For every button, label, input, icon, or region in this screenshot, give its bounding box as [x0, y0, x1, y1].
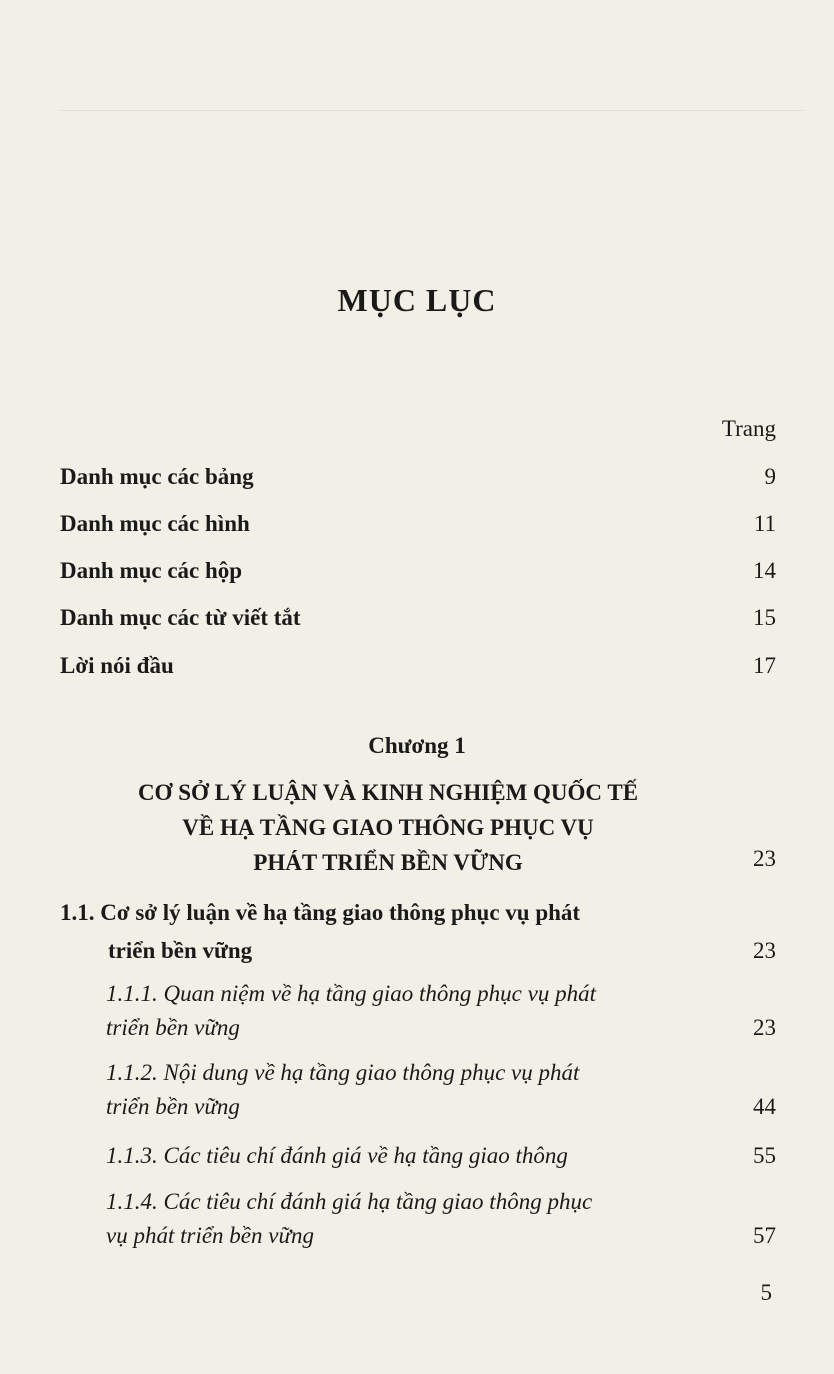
toc-subsection-line: 1.1.1. Quan niệm về hạ tầng giao thông phục vụ phát [106, 981, 596, 1006]
toc-section-label [60, 894, 776, 970]
toc-subsection-page: 23 [753, 1015, 776, 1040]
toc-subsection [60, 1185, 776, 1253]
toc-subsection-label [60, 1139, 776, 1173]
toc-entry [60, 461, 776, 492]
toc-section-line: 1.1. Cơ sở lý luận về hạ tầng giao thông phục vụ phát [60, 900, 581, 925]
toc-subsection-page: 57 [753, 1223, 776, 1248]
toc-entry-page: 17 [753, 653, 776, 678]
toc-entry-label: Danh mục các hình [60, 511, 250, 536]
toc-entry-label: Danh mục các hộp [60, 558, 243, 583]
toc-subsection [60, 977, 776, 1045]
toc-entry-page: 15 [753, 605, 776, 630]
chapter-title-line: CƠ SỞ LÝ LUẬN VÀ KINH NGHIỆM QUỐC TẾ [137, 780, 639, 805]
page-folio: 5 [760, 1280, 772, 1305]
toc-entry [60, 508, 776, 539]
toc-entry [60, 555, 776, 586]
toc-subsection-line: 1.1.4. Các tiêu chí đánh giá hạ tầng giao thông phục [106, 1189, 593, 1214]
chapter-page: 23 [753, 846, 776, 871]
toc-subsection-line: 1.1.3. Các tiêu chí đánh giá về hạ tầng giao thông [106, 1143, 568, 1168]
toc-entry-page: 9 [764, 464, 776, 489]
toc-entry-page: 14 [753, 558, 776, 583]
toc-subsection-line: triển bền vững [106, 1094, 240, 1119]
toc-section [60, 894, 776, 970]
toc-title: MỤC LỤC [337, 282, 497, 318]
page-column-header: Trang [721, 416, 776, 441]
chapter-heading: Chương 1 [368, 733, 466, 758]
toc-entry [60, 602, 776, 633]
chapter-title-line: VỀ HẠ TẦNG GIAO THÔNG PHỤC VỤ [182, 815, 594, 840]
toc-subsection-label [60, 1185, 776, 1253]
chapter-title-line: PHÁT TRIỂN BỀN VỮNG [253, 850, 523, 875]
toc-subsection [60, 1056, 776, 1124]
toc-entry-label: Lời nói đầu [60, 653, 174, 678]
toc-subsection-line: 1.1.2. Nội dung về hạ tầng giao thông phục vụ phát [106, 1060, 580, 1085]
toc-section-line: triển bền vững [108, 938, 253, 963]
toc-section-page: 23 [753, 938, 776, 963]
bleed-through-header [60, 70, 804, 111]
toc-subsection [60, 1139, 776, 1173]
toc-entry-page: 11 [753, 511, 776, 536]
toc-entry [60, 650, 776, 681]
toc-subsection-page: 55 [753, 1143, 776, 1168]
toc-entry-label: Danh mục các bảng [60, 464, 254, 489]
toc-subsection-label [60, 977, 776, 1045]
toc-subsection-line: triển bền vững [106, 1015, 240, 1040]
chapter-title [60, 775, 716, 880]
toc-subsection-line: vụ phát triển bền vững [106, 1223, 314, 1248]
toc-entry-label: Danh mục các từ viết tắt [60, 605, 301, 630]
toc-subsection-page: 44 [753, 1094, 776, 1119]
toc-subsection-label [60, 1056, 776, 1124]
